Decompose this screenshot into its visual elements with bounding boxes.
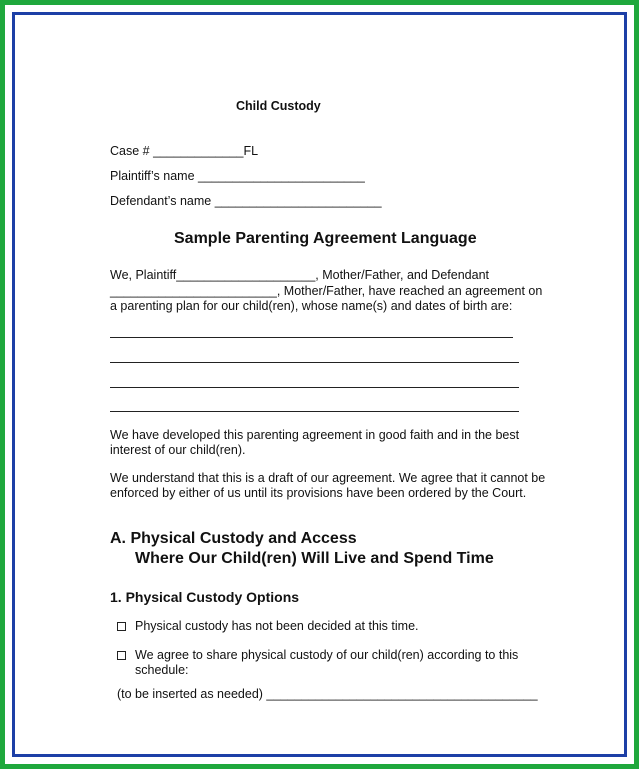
child-name-line-2[interactable] bbox=[110, 362, 519, 363]
case-number-field[interactable]: _____________ bbox=[153, 144, 244, 158]
document-page bbox=[12, 12, 627, 757]
option-1-checkbox[interactable] bbox=[117, 622, 126, 631]
case-label: Case # bbox=[110, 144, 150, 158]
intro-line-2: ________________________, Mother/Father, have reached an agreement on bbox=[110, 284, 543, 298]
plaintiff-name-row bbox=[110, 169, 365, 184]
child-name-line-1[interactable] bbox=[110, 337, 513, 338]
case-suffix: FL bbox=[243, 144, 259, 158]
child-name-line-4[interactable] bbox=[110, 411, 519, 412]
option-2-line-2: schedule: bbox=[135, 663, 189, 677]
section-a-heading: A. Physical Custody and Access bbox=[110, 530, 357, 547]
plaintiff-name-label: Plaintiff’s name bbox=[110, 169, 195, 183]
insert-label: (to be inserted as needed) bbox=[117, 687, 263, 701]
case-number-row bbox=[110, 144, 258, 159]
good-faith-line-2: interest of our child(ren). bbox=[110, 443, 246, 457]
draft-line-2: enforced by either of us until its provisions have been ordered by the Court. bbox=[110, 486, 527, 500]
intro-line-3: a parenting plan for our child(ren), whose name(s) and dates of birth are: bbox=[110, 299, 513, 313]
defendant-name-row bbox=[110, 194, 382, 209]
option-2-line-1: We agree to share physical custody of our child(ren) according to this bbox=[135, 648, 519, 662]
insert-row bbox=[117, 687, 538, 702]
intro-line-1: We, Plaintiff____________________, Mother/Father, and Defendant bbox=[110, 268, 489, 282]
section-a-subheading: Where Our Child(ren) Will Live and Spend Time bbox=[135, 550, 494, 567]
option-2-checkbox[interactable] bbox=[117, 651, 126, 660]
draft-line-1: We understand that this is a draft of our agreement. We agree that it cannot be bbox=[110, 471, 546, 485]
header-title: Child Custody bbox=[236, 99, 321, 113]
child-name-line-3[interactable] bbox=[110, 387, 519, 388]
good-faith-line-1: We have developed this parenting agreement in good faith and in the best bbox=[110, 428, 520, 442]
defendant-name-field[interactable]: ________________________ bbox=[214, 194, 382, 208]
defendant-name-label: Defendant’s name bbox=[110, 194, 212, 208]
subsection-1-heading: 1. Physical Custody Options bbox=[110, 589, 300, 605]
main-title: Sample Parenting Agreement Language bbox=[174, 230, 477, 247]
option-1-text: Physical custody has not been decided at this time. bbox=[135, 619, 419, 633]
insert-field[interactable]: _______________________________________ bbox=[266, 687, 538, 701]
plaintiff-name-field[interactable]: ________________________ bbox=[198, 169, 365, 183]
